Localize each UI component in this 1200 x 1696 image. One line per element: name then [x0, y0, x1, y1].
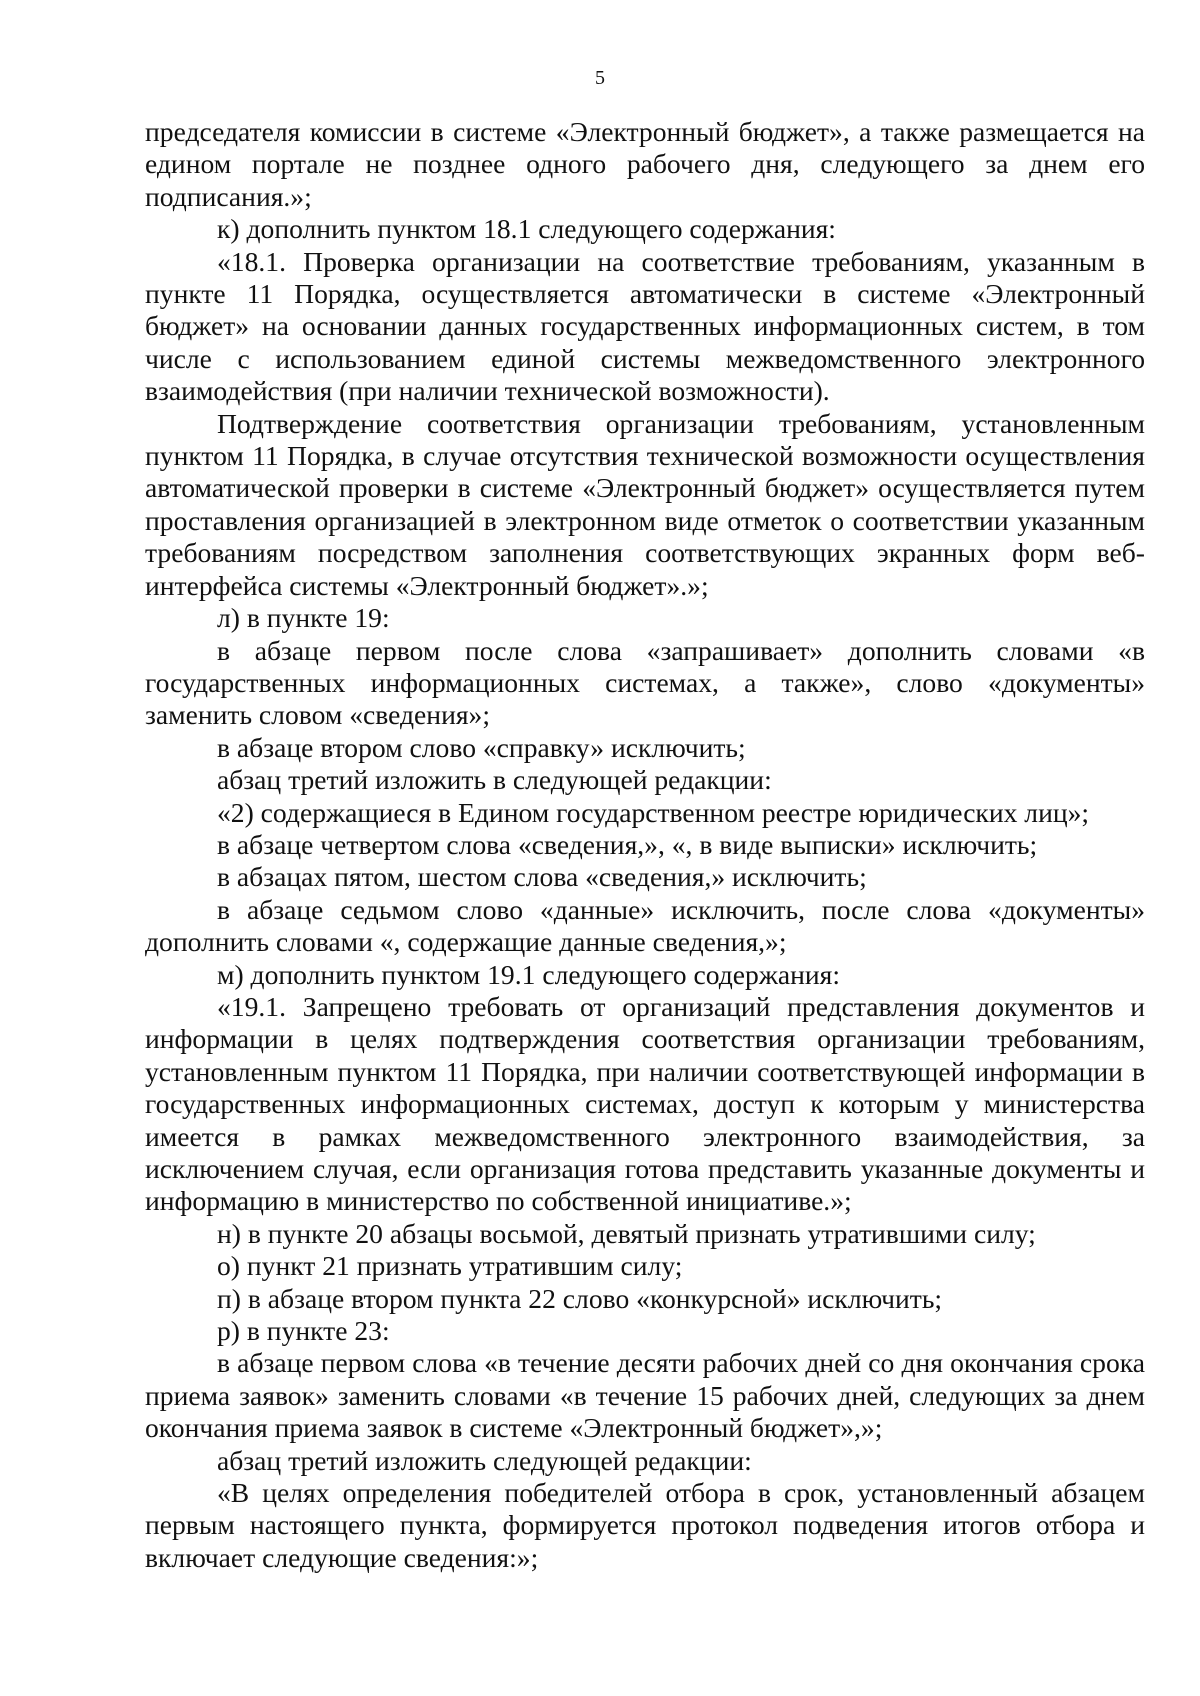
paragraph: абзац третий изложить следующей редакции: — [217, 1444, 752, 1476]
paragraph: р) в пункте 23: — [217, 1315, 390, 1347]
paragraph: Подтверждение соответствия организации требованиям, установленным пунктом 11 Порядка, в случае отсутствия технической возможности осуществления автоматической проверки в системе «Электронный бюджет» осуществляется путем проставления организацией в электронном виде отметок о соответствии указанным требованиям посредством заполнения соответствующих экранных форм веб-интерфейса системы «Электронный бюджет».»; — [145, 407, 1145, 601]
paragraph: абзац третий изложить в следующей редакции: — [217, 764, 772, 796]
paragraph: «18.1. Проверка организации на соответствие требованиям, указанным в пункте 11 Порядка, осуществляется автоматически в системе «Электронный бюджет» на основании данных государственных информационных систем, в том числе с использованием единой системы межведомственного электронного взаимодействия (при наличии технической возможности). — [145, 245, 1145, 407]
paragraph: н) в пункте 20 абзацы восьмой, девятый признать утратившими силу; — [217, 1217, 1036, 1249]
paragraph: в абзаце втором слово «справку» исключить; — [217, 731, 746, 763]
paragraph: председателя комиссии в системе «Электронный бюджет», а также размещается на едином портале не позднее одного рабочего дня, следующего за днем его подписания.»; — [145, 116, 1145, 212]
paragraph: «2) содержащиеся в Едином государственном реестре юридических лиц»; — [217, 796, 1090, 828]
paragraph: м) дополнить пунктом 19.1 следующего содержания: — [217, 958, 841, 990]
paragraph: л) в пункте 19: — [217, 602, 390, 634]
paragraph: п) в абзаце втором пункта 22 слово «конкурсной» исключить; — [217, 1282, 943, 1314]
paragraph: в абзаце четвертом слова «сведения,», «, в виде выписки» исключить; — [217, 828, 1038, 860]
paragraph: к) дополнить пунктом 18.1 следующего содержания: — [217, 213, 836, 245]
paragraph: в абзацах пятом, шестом слова «сведения,» исключить; — [217, 861, 867, 893]
paragraph: «19.1. Запрещено требовать от организаций представления документов и информации в целях подтверждения соответствия организации требованиям, установленным пунктом 11 Порядка, при наличии соответствующей информации в государственных информационных системах, доступ к которым у министерства имеется в рамках межведомственного электронного взаимодействия, за исключением случая, если организация готова представить указанные документы и информацию в министерство по собственной инициативе.»; — [145, 990, 1145, 1217]
document-body — [145, 116, 1145, 1574]
paragraph: в абзаце седьмом слово «данные» исключить, после слова «документы» дополнить словами «, содержащие данные сведения,»; — [145, 893, 1145, 958]
paragraph: в абзаце первом слова «в течение десяти рабочих дней со дня окончания срока приема заявок» заменить словами «в течение 15 рабочих дней, следующих за днем окончания приема заявок в системе «Электронный бюджет»,»; — [145, 1347, 1145, 1444]
paragraph: «В целях определения победителей отбора в срок, установленный абзацем первым настоящего пункта, формируется протокол подведения итогов отбора и включает следующие сведения:»; — [145, 1477, 1145, 1573]
page-number: 5 — [595, 67, 605, 89]
paragraph: в абзаце первом после слова «запрашивает» дополнить словами «в государственных информационных системах, а также», слово «документы» заменить словом «сведения»; — [145, 634, 1145, 731]
paragraph: о) пункт 21 признать утратившим силу; — [217, 1250, 683, 1282]
